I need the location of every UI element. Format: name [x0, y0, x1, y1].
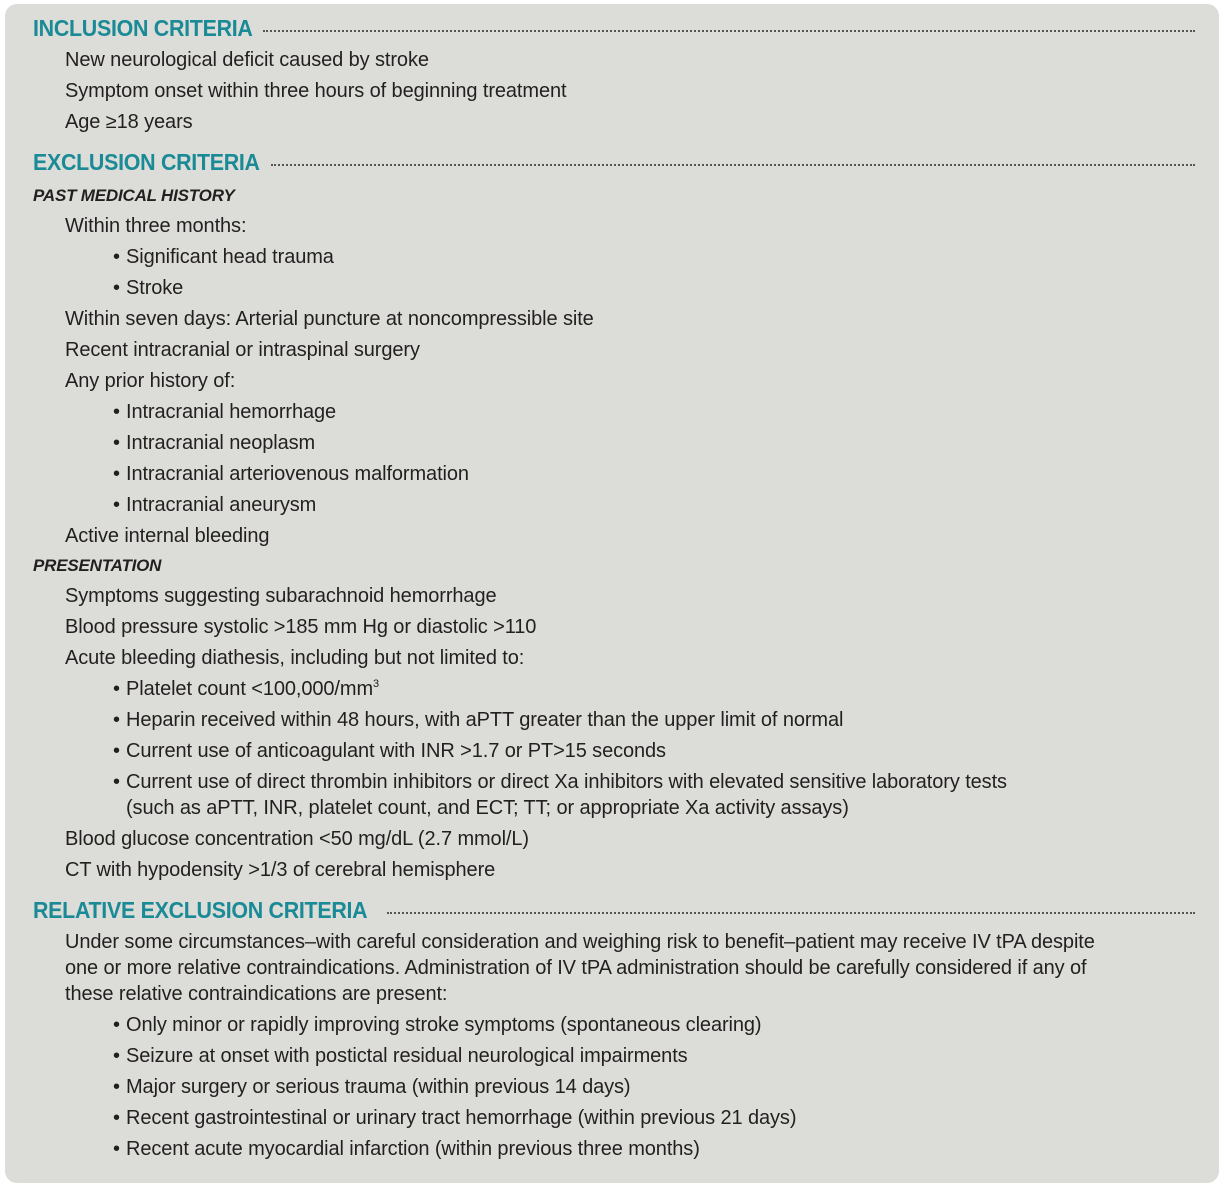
bullet-icon: • — [113, 1138, 120, 1160]
bullet-text: Intracranial hemorrhage — [126, 401, 337, 423]
bullet-item — [113, 1012, 761, 1038]
exclusion-item: Active internal bleeding — [65, 525, 270, 547]
bullet-icon: • — [113, 463, 120, 485]
relative-intro-line: Under some circumstances–with careful consideration and weighing risk to benefit–patient may receive IV tPA despite — [65, 931, 1095, 953]
bullet-text: Heparin received within 48 hours, with aPTT greater than the upper limit of normal — [126, 709, 844, 731]
relative-intro-line: these relative contraindications are present: — [65, 983, 448, 1005]
bullet-item — [113, 275, 183, 301]
past-medical-history-heading: PAST MEDICAL HISTORY — [33, 186, 235, 205]
bullet-icon: • — [113, 1045, 120, 1067]
dotted-leader — [263, 30, 1195, 32]
exclusion-item: Within three months: — [65, 215, 247, 237]
inclusion-title: INCLUSION CRITERIA — [33, 15, 253, 41]
exclusion-item: Blood glucose concentration <50 mg/dL (2.7 mmol/L) — [65, 828, 529, 850]
bullet-item — [113, 399, 336, 425]
superscript: 3 — [373, 678, 380, 690]
relative-intro-line: one or more relative contraindications. Administration of IV tPA administration should be carefully considered if any of — [65, 957, 1087, 979]
bullet-item — [113, 244, 334, 270]
bullet-icon: • — [113, 740, 120, 762]
bullet-item — [113, 1043, 688, 1069]
bullet-item — [113, 492, 316, 518]
bullet-text: Stroke — [126, 277, 184, 299]
bullet-item — [113, 1074, 631, 1100]
criteria-panel — [5, 4, 1219, 1183]
bullet-text: Current use of direct thrombin inhibitors or direct Xa inhibitors with elevated sensitive laboratory tests — [126, 771, 1007, 793]
bullet-item — [113, 676, 379, 702]
bullet-text: Only minor or rapidly improving stroke symptoms (spontaneous clearing) — [126, 1014, 762, 1036]
bullet-text: Platelet count <100,000/mm — [126, 678, 373, 700]
exclusion-section-header — [33, 148, 1195, 176]
bullet-icon: • — [113, 494, 120, 516]
exclusion-item: Within seven days: Arterial puncture at noncompressible site — [65, 308, 594, 330]
bullet-item — [113, 738, 666, 764]
bullet-icon: • — [113, 246, 120, 268]
exclusion-item: Symptoms suggesting subarachnoid hemorrhage — [65, 585, 497, 607]
bullet-icon: • — [113, 709, 120, 731]
inclusion-item: Age ≥18 years — [65, 111, 193, 133]
exclusion-item: Blood pressure systolic >185 mm Hg or diastolic >110 — [65, 616, 537, 638]
bullet-continuation: (such as aPTT, INR, platelet count, and ECT; TT; or appropriate Xa activity assays) — [126, 797, 849, 819]
bullet-item — [113, 430, 315, 456]
bullet-text: Seizure at onset with postictal residual neurological impairments — [126, 1045, 688, 1067]
bullet-icon: • — [113, 401, 120, 423]
inclusion-item: New neurological deficit caused by stroke — [65, 49, 429, 71]
bullet-icon: • — [113, 277, 120, 299]
bullet-text: Major surgery or serious trauma (within previous 14 days) — [126, 1076, 631, 1098]
bullet-icon: • — [113, 771, 120, 793]
exclusion-item: CT with hypodensity >1/3 of cerebral hemisphere — [65, 859, 496, 881]
inclusion-item: Symptom onset within three hours of beginning treatment — [65, 80, 567, 102]
bullet-item — [113, 769, 1007, 795]
bullet-item — [113, 707, 843, 733]
relative-title: RELATIVE EXCLUSION CRITERIA — [33, 897, 368, 923]
exclusion-item: Any prior history of: — [65, 370, 236, 392]
relative-section-header — [33, 896, 1195, 924]
bullet-text: Intracranial neoplasm — [126, 432, 316, 454]
bullet-icon: • — [113, 678, 120, 700]
bullet-item — [113, 1105, 796, 1131]
bullet-icon: • — [113, 1076, 120, 1098]
bullet-icon: • — [113, 1107, 120, 1129]
bullet-text: Current use of anticoagulant with INR >1.7 or PT>15 seconds — [126, 740, 666, 762]
bullet-text: Intracranial arteriovenous malformation — [126, 463, 469, 485]
bullet-icon: • — [113, 432, 120, 454]
exclusion-item: Acute bleeding diathesis, including but not limited to: — [65, 647, 525, 669]
bullet-item — [113, 461, 469, 487]
presentation-heading: PRESENTATION — [33, 556, 162, 575]
inclusion-section-header — [33, 14, 1195, 42]
exclusion-item: Recent intracranial or intraspinal surgery — [65, 339, 420, 361]
bullet-text: Recent gastrointestinal or urinary tract hemorrhage (within previous 21 days) — [126, 1107, 797, 1129]
dotted-leader — [271, 164, 1195, 166]
dotted-leader — [387, 912, 1196, 914]
bullet-icon: • — [113, 1014, 120, 1036]
exclusion-title: EXCLUSION CRITERIA — [33, 149, 260, 175]
bullet-item — [113, 1136, 700, 1162]
bullet-text: Recent acute myocardial infarction (within previous three months) — [126, 1138, 700, 1160]
bullet-text: Intracranial aneurysm — [126, 494, 317, 516]
bullet-text: Significant head trauma — [126, 246, 334, 268]
